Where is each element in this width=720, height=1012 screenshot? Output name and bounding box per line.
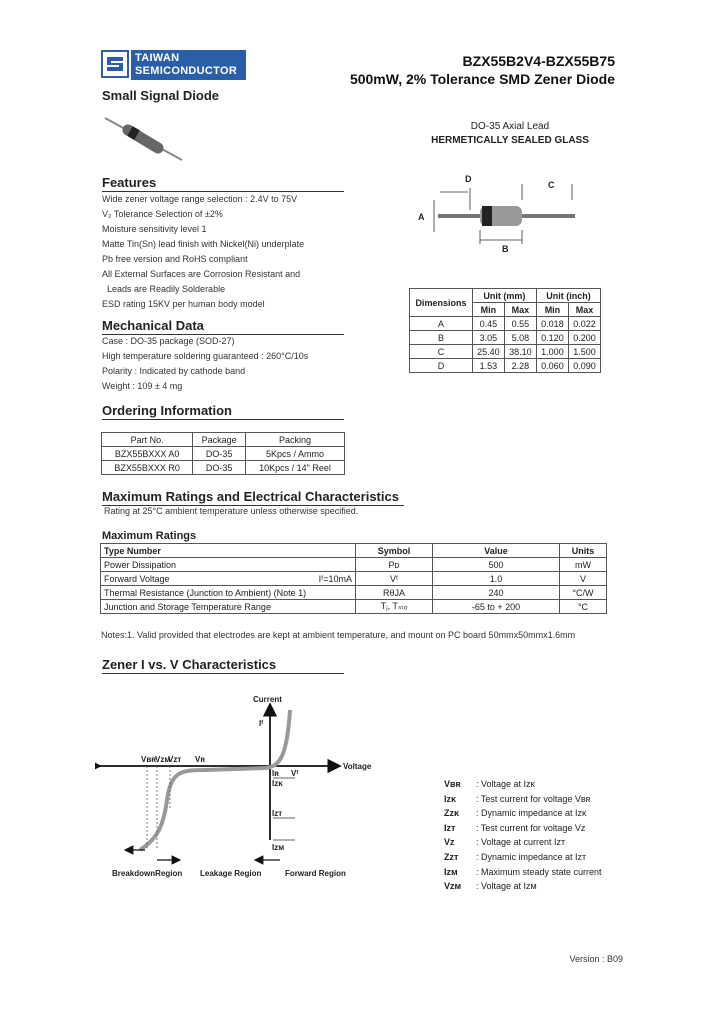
current-axis-label: Current [253,695,282,704]
legend-key: Iᴢᴋ [444,793,457,804]
ratings-note: Rating at 25°C ambient temperature unless otherwise specified. [104,506,359,516]
vzm-label: Vᴢᴍ [155,755,171,764]
list-item: High temperature soldering guaranteed : 260°C/10s [102,351,309,361]
list-item: Wide zener voltage range selection : 2.4V to 75V [102,194,298,204]
dim-label-b: B [502,244,509,254]
cell: BZX55BXXX R0 [102,461,193,475]
ordering-table [101,432,345,475]
if-label: Iᶠ [259,719,264,728]
mechanical-heading: Mechanical Data [102,318,344,335]
col-header: Package [193,433,246,447]
cell: B [410,331,473,345]
category-label: Small Signal Diode [102,88,220,103]
cell: DO-35 [193,447,246,461]
cell: RθJA [356,586,433,600]
cell: 1.0 [433,572,560,586]
ratings-table [100,543,607,614]
cell: 500 [433,558,560,572]
dim-max: Max [568,303,600,317]
dim-label-d: D [465,174,472,184]
list-item: Matte Tin(Sn) lead finish with Nickel(Ni) underplate [102,239,305,249]
legend-key: Vᴢ [444,837,455,848]
dim-unit-inch: Unit (inch) [536,289,600,303]
subtitle: 500mW, 2% Tolerance SMD Zener Diode [349,71,615,87]
breakdown-label: BreakdownRegion [112,869,183,878]
table-row [101,586,607,600]
max-ratings-sub: Maximum Ratings [102,530,197,542]
list-item: Pb free version and RoHS compliant [102,254,248,264]
logo-mark-icon [101,50,129,78]
list-item: All External Surfaces are Corrosion Resistant and [102,269,301,279]
dim-label-c: C [548,180,555,190]
izm-label: Iᴢᴍ [272,843,285,852]
col-header: Units [560,544,607,558]
legend-key: Vʙʀ [444,779,461,789]
mechanical-list [102,334,308,394]
legend-value: : Test current for voltage Vʙʀ [476,793,591,804]
vzt-label: Vᴢᴛ [168,755,182,764]
cell: 0.200 [568,331,600,345]
vf-label: Vᶠ [291,769,299,778]
package-line1: DO-35 Axial Lead [470,121,550,132]
legend-key: Zᴢᴛ [444,852,459,862]
cell: V [560,572,607,586]
ratings-notes: Notes:1. Valid provided that electrodes are kept at ambient temperature, and mount on PC board 50mmx50mmx1.6mm [101,630,576,640]
dim-max: Max [504,303,536,317]
legend-key: Iᴢᴛ [444,822,456,833]
cell: Tⱼ, Tₛₜₒ [356,600,433,614]
list-item: V₂ Tolerance Selection of ±2% [102,209,223,219]
table-row [410,345,601,359]
legend-key: Iᴢᴍ [444,866,458,877]
cell: mW [560,558,607,572]
cell: 0.55 [504,317,536,331]
dim-unit-mm: Unit (mm) [472,289,536,303]
cell: 0.022 [568,317,600,331]
table-row [410,317,601,331]
list-item: ESD rating 15KV per human body model [102,299,265,309]
zener-iv-diagram [95,690,395,885]
list-item: Leads are Readily Solderable [102,284,226,294]
col-header: Symbol [356,544,433,558]
cell: Power Dissipation [101,558,356,572]
list-item: Polarity : Indicated by cathode band [102,366,246,376]
table-row [410,359,601,373]
cell-name: Forward Voltage [104,573,170,584]
features-list [102,192,304,312]
cell: BZX55BXXX A0 [102,447,193,461]
cell: 0.120 [536,331,568,345]
package-heading [400,120,620,148]
cell: 1.500 [568,345,600,359]
cell: 10Kpcs / 14" Reel [246,461,345,475]
logo-line1: TAIWAN [135,52,180,64]
cell: D [410,359,473,373]
cell: 0.018 [536,317,568,331]
legend-value: : Voltage at Iᴢᴋ [476,779,536,789]
list-item: Weight : 109 ± 4 mg [102,381,183,391]
cell: DO-35 [193,461,246,475]
dim-head: Dimensions [410,289,473,317]
document-title [350,52,615,88]
cell: A [410,317,473,331]
legend-value: : Dynamic impedance at Iᴢᴛ [476,852,587,862]
legend-value: : Test current for voltage Vᴢ [476,822,586,833]
table-row [102,447,345,461]
cell: 1.53 [472,359,504,373]
package-line2: HERMETICALLY SEALED GLASS [431,135,589,146]
cell: 5.08 [504,331,536,345]
list-item: Case : DO-35 package (SOD-27) [102,336,235,346]
col-header: Value [433,544,560,558]
cell: °C/W [560,586,607,600]
ordering-heading: Ordering Information [102,403,344,420]
version-label: Version : B09 [569,954,623,964]
izk-label: Iᴢᴋ [272,779,283,788]
legend-value: : Voltage at Iᴢᴍ [476,881,537,892]
cell: Vᶠ [356,572,433,586]
company-logo [101,50,246,80]
col-header: Packing [246,433,345,447]
leakage-label: Leakage Region [200,869,262,878]
list-item: Moisture sensitivity level 1 [102,224,207,234]
cell: -65 to + 200 [433,600,560,614]
vr-label: Vʀ [195,755,206,764]
legend-value: : Dynamic impedance at Iᴢᴋ [476,808,587,819]
cell: 0.45 [472,317,504,331]
logo-line2: SEMICONDUCTOR [135,65,238,77]
cell-cond: Iᶠ=10mA [318,573,352,584]
dim-min: Min [472,303,504,317]
cell: C [410,345,473,359]
dim-min: Min [536,303,568,317]
legend [444,777,644,897]
cell: 0.090 [568,359,600,373]
diode-photo [100,112,190,167]
table-row [101,572,607,586]
logo-text [131,50,246,80]
cell: Thermal Resistance (Junction to Ambient) (Note 1) [101,586,356,600]
dim-label-a: A [418,212,425,222]
legend-value: : Maximum steady state current [476,866,602,877]
table-row [410,331,601,345]
cell [101,572,356,586]
ir-label: Iʀ [272,769,279,778]
izt-label: Iᴢᴛ [272,809,283,818]
package-drawing [410,170,590,260]
vbr-label: Vʙʀ [141,755,156,764]
part-range: BZX55B2V4-BZX55B75 [462,53,615,69]
table-row [101,600,607,614]
features-heading: Features [102,175,344,192]
col-header: Type Number [101,544,356,558]
cell: 5Kpcs / Ammo [246,447,345,461]
cell: 240 [433,586,560,600]
legend-key: Zᴢᴋ [444,808,460,819]
forward-label: Forward Region [285,869,346,878]
legend-value: : Voltage at current Iᴢᴛ [476,837,566,848]
cell: 3.05 [472,331,504,345]
zener-heading: Zener I vs. V Characteristics [102,657,344,674]
cell: °C [560,600,607,614]
table-row [102,461,345,475]
col-header: Part No. [102,433,193,447]
voltage-axis-label: Voltage [343,762,372,771]
cell: 2.28 [504,359,536,373]
cell: 1.000 [536,345,568,359]
cell: 25.40 [472,345,504,359]
cell: Junction and Storage Temperature Range [101,600,356,614]
table-row [101,558,607,572]
legend-key: Vᴢᴍ [444,881,462,892]
cell: Pᴅ [356,558,433,572]
ratings-heading: Maximum Ratings and Electrical Characteristics [102,489,404,506]
cell: 38.10 [504,345,536,359]
dimensions-table [409,288,601,373]
cell: 0.060 [536,359,568,373]
